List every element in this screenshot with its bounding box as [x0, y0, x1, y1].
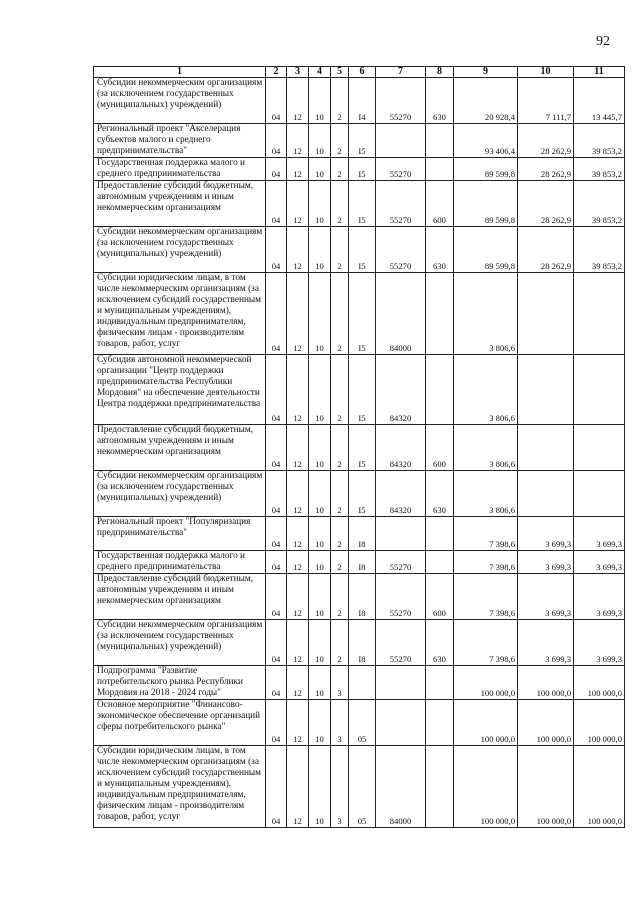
event-code: I5 [349, 158, 376, 181]
program-code: 10 [309, 355, 331, 425]
subprogram-code: 2 [331, 517, 349, 551]
event-code: I8 [349, 574, 376, 620]
amount-year-2: 100 000,0 [518, 746, 574, 828]
expense-type-code [426, 355, 454, 425]
subprogram-code: 2 [331, 574, 349, 620]
amount-year-1: 100 000,0 [454, 746, 518, 828]
event-code: I4 [349, 78, 376, 124]
subsection-code: 12 [287, 425, 309, 471]
row-name: Предоставление субсидий бюджетным, автономным учреждениям и иным некоммерческим организациям [94, 181, 266, 227]
event-code: I5 [349, 355, 376, 425]
section-code: 04 [266, 471, 287, 517]
amount-year-3: 39 853,2 [574, 124, 625, 158]
program-code: 10 [309, 158, 331, 181]
table-row [94, 273, 625, 355]
row-name: Региональный проект "Популяризация предпринимательства" [94, 517, 266, 551]
event-code: I5 [349, 425, 376, 471]
table-row [94, 620, 625, 666]
direction-code: 55270 [376, 158, 426, 181]
subprogram-code: 3 [331, 746, 349, 828]
amount-year-3: 100 000,0 [574, 666, 625, 700]
row-name: Государственная поддержка малого и среднего предпринимательства [94, 551, 266, 574]
section-code: 04 [266, 181, 287, 227]
section-code: 04 [266, 273, 287, 355]
program-code: 10 [309, 517, 331, 551]
amount-year-1: 20 928,4 [454, 78, 518, 124]
event-code: 05 [349, 746, 376, 828]
section-code: 04 [266, 551, 287, 574]
budget-table [93, 66, 625, 828]
amount-year-2: 3 699,3 [518, 517, 574, 551]
amount-year-1: 100 000,0 [454, 700, 518, 746]
expense-type-code: 600 [426, 181, 454, 227]
subsection-code: 12 [287, 620, 309, 666]
subprogram-code: 3 [331, 700, 349, 746]
subsection-code: 12 [287, 227, 309, 273]
subprogram-code: 2 [331, 620, 349, 666]
header-cell: 9 [454, 67, 518, 78]
header-cell: 10 [518, 67, 574, 78]
direction-code: 84000 [376, 746, 426, 828]
amount-year-3: 3 699,3 [574, 574, 625, 620]
amount-year-3: 39 853,2 [574, 158, 625, 181]
direction-code: 84320 [376, 471, 426, 517]
event-code: I8 [349, 620, 376, 666]
table-row [94, 355, 625, 425]
amount-year-1: 3 806,6 [454, 355, 518, 425]
expense-type-code [426, 666, 454, 700]
program-code: 10 [309, 574, 331, 620]
amount-year-1: 89 599,8 [454, 227, 518, 273]
row-name: Государственная поддержка малого и среднего предпринимательства [94, 158, 266, 181]
direction-code: 55270 [376, 574, 426, 620]
amount-year-2: 3 699,3 [518, 620, 574, 666]
amount-year-1: 100 000,0 [454, 666, 518, 700]
section-code: 04 [266, 355, 287, 425]
subsection-code: 12 [287, 273, 309, 355]
header-cell: 2 [266, 67, 287, 78]
subsection-code: 12 [287, 574, 309, 620]
section-code: 04 [266, 574, 287, 620]
event-code: I5 [349, 273, 376, 355]
table-row [94, 124, 625, 158]
amount-year-3: 100 000,0 [574, 700, 625, 746]
direction-code: 55270 [376, 181, 426, 227]
amount-year-3 [574, 355, 625, 425]
subprogram-code: 2 [331, 551, 349, 574]
table-row [94, 181, 625, 227]
header-cell: 8 [426, 67, 454, 78]
subsection-code: 12 [287, 517, 309, 551]
amount-year-3 [574, 471, 625, 517]
program-code: 10 [309, 227, 331, 273]
program-code: 10 [309, 78, 331, 124]
amount-year-2: 7 111,7 [518, 78, 574, 124]
expense-type-code [426, 124, 454, 158]
amount-year-1: 3 806,6 [454, 425, 518, 471]
expense-type-code [426, 700, 454, 746]
table-row [94, 666, 625, 700]
subsection-code: 12 [287, 355, 309, 425]
program-code: 10 [309, 273, 331, 355]
event-code: I5 [349, 471, 376, 517]
page-number: 92 [596, 34, 610, 49]
expense-type-code: 600 [426, 574, 454, 620]
event-code: I5 [349, 181, 376, 227]
event-code: I5 [349, 227, 376, 273]
header-cell: 1 [94, 67, 266, 78]
header-row [94, 67, 625, 78]
expense-type-code: 630 [426, 471, 454, 517]
row-name: Субсидии некоммерческим организациям (за исключением государственных (муниципальных) учреждений) [94, 471, 266, 517]
program-code: 10 [309, 471, 331, 517]
amount-year-1: 7 398,6 [454, 517, 518, 551]
amount-year-2: 100 000,0 [518, 666, 574, 700]
table-row [94, 78, 625, 124]
expense-type-code [426, 517, 454, 551]
table-row [94, 158, 625, 181]
row-name: Субсидии некоммерческим организациям (за исключением государственных (муниципальных) учреждений) [94, 227, 266, 273]
expense-type-code [426, 158, 454, 181]
subsection-code: 12 [287, 158, 309, 181]
program-code: 10 [309, 700, 331, 746]
amount-year-2: 28 262,9 [518, 158, 574, 181]
amount-year-2: 28 262,9 [518, 227, 574, 273]
header-cell: 4 [309, 67, 331, 78]
event-code: I5 [349, 124, 376, 158]
expense-type-code: 600 [426, 425, 454, 471]
subprogram-code: 2 [331, 425, 349, 471]
subsection-code: 12 [287, 551, 309, 574]
row-name: Предоставление субсидий бюджетным, автономным учреждениям и иным некоммерческим организациям [94, 574, 266, 620]
row-name: Основное мероприятие "Финансово-экономическое обеспечение организаций сферы потребительского рынка" [94, 700, 266, 746]
row-name: Субсидии некоммерческим организациям (за исключением государственных (муниципальных) учреждений) [94, 620, 266, 666]
expense-type-code [426, 551, 454, 574]
program-code: 10 [309, 620, 331, 666]
amount-year-2 [518, 355, 574, 425]
section-code: 04 [266, 746, 287, 828]
row-name: Предоставление субсидий бюджетным, автономным учреждениям и иным некоммерческим организациям [94, 425, 266, 471]
program-code: 10 [309, 551, 331, 574]
program-code: 10 [309, 181, 331, 227]
subprogram-code: 2 [331, 158, 349, 181]
section-code: 04 [266, 124, 287, 158]
table-row [94, 574, 625, 620]
amount-year-2 [518, 273, 574, 355]
table-row [94, 425, 625, 471]
event-code: 05 [349, 700, 376, 746]
subsection-code: 12 [287, 471, 309, 517]
amount-year-2: 100 000,0 [518, 700, 574, 746]
section-code: 04 [266, 425, 287, 471]
expense-type-code: 630 [426, 227, 454, 273]
row-name: Субсидии юридическим лицам, в том числе некоммерческим организациям (за исключением субсидий государственным и муниципальным учреждениям), индивидуальным предпринимателям, физическим лицам - производителям товаров, работ, услуг [94, 273, 266, 355]
amount-year-3: 3 699,3 [574, 517, 625, 551]
amount-year-3 [574, 425, 625, 471]
subprogram-code: 2 [331, 181, 349, 227]
direction-code: 84320 [376, 425, 426, 471]
table-row [94, 551, 625, 574]
row-name: Субсидии некоммерческим организациям (за исключением государственных (муниципальных) учреждений) [94, 78, 266, 124]
header-cell: 5 [331, 67, 349, 78]
header-cell: 6 [349, 67, 376, 78]
amount-year-3: 13 445,7 [574, 78, 625, 124]
subprogram-code: 2 [331, 355, 349, 425]
direction-code [376, 666, 426, 700]
program-code: 10 [309, 666, 331, 700]
subprogram-code: 2 [331, 273, 349, 355]
amount-year-2: 3 699,3 [518, 574, 574, 620]
direction-code: 84000 [376, 273, 426, 355]
section-code: 04 [266, 517, 287, 551]
event-code [349, 666, 376, 700]
program-code: 10 [309, 746, 331, 828]
section-code: 04 [266, 620, 287, 666]
header-cell: 11 [574, 67, 625, 78]
direction-code: 55270 [376, 78, 426, 124]
amount-year-1: 89 599,8 [454, 158, 518, 181]
subsection-code: 12 [287, 666, 309, 700]
expense-type-code: 630 [426, 620, 454, 666]
row-name: Подпрограмма "Развитие потребительского рынка Республики Мордовия на 2018 - 2024 годы" [94, 666, 266, 700]
amount-year-3: 3 699,3 [574, 620, 625, 666]
direction-code: 55270 [376, 227, 426, 273]
subsection-code: 12 [287, 746, 309, 828]
header-cell: 3 [287, 67, 309, 78]
expense-type-code: 630 [426, 78, 454, 124]
subsection-code: 12 [287, 181, 309, 227]
amount-year-3 [574, 273, 625, 355]
row-name: Субсидия автономной некоммерческой организации "Центр поддержки предпринимательства Республики Мордовия" на обеспечение деятельности Центра поддержки предпринимательства [94, 355, 266, 425]
row-name: Субсидии юридическим лицам, в том числе некоммерческим организациям (за исключением субсидий государственным и муниципальным учреждениям), индивидуальным предпринимателям, физическим лицам - производителям товаров, работ, услуг [94, 746, 266, 828]
row-name: Региональный проект "Акселерация субъектов малого и среднего предпринимательства" [94, 124, 266, 158]
amount-year-2: 28 262,9 [518, 124, 574, 158]
amount-year-1: 3 806,6 [454, 471, 518, 517]
amount-year-1: 89 599,8 [454, 181, 518, 227]
amount-year-2: 3 699,3 [518, 551, 574, 574]
table-row [94, 517, 625, 551]
amount-year-2 [518, 471, 574, 517]
section-code: 04 [266, 700, 287, 746]
expense-type-code [426, 273, 454, 355]
table-row [94, 700, 625, 746]
amount-year-3: 39 853,2 [574, 181, 625, 227]
amount-year-3: 39 853,2 [574, 227, 625, 273]
expense-type-code [426, 746, 454, 828]
subprogram-code: 2 [331, 78, 349, 124]
direction-code: 55270 [376, 620, 426, 666]
amount-year-1: 93 406,4 [454, 124, 518, 158]
amount-year-1: 7 398,6 [454, 574, 518, 620]
section-code: 04 [266, 78, 287, 124]
subsection-code: 12 [287, 78, 309, 124]
table-row [94, 746, 625, 828]
subsection-code: 12 [287, 124, 309, 158]
section-code: 04 [266, 227, 287, 273]
amount-year-2 [518, 425, 574, 471]
subprogram-code: 2 [331, 124, 349, 158]
subprogram-code: 3 [331, 666, 349, 700]
program-code: 10 [309, 124, 331, 158]
event-code: I8 [349, 551, 376, 574]
direction-code: 84320 [376, 355, 426, 425]
header-cell: 7 [376, 67, 426, 78]
direction-code [376, 517, 426, 551]
amount-year-1: 7 398,6 [454, 551, 518, 574]
amount-year-1: 3 806,6 [454, 273, 518, 355]
subprogram-code: 2 [331, 471, 349, 517]
subprogram-code: 2 [331, 227, 349, 273]
direction-code [376, 700, 426, 746]
subsection-code: 12 [287, 700, 309, 746]
amount-year-3: 100 000,0 [574, 746, 625, 828]
section-code: 04 [266, 158, 287, 181]
amount-year-2: 28 262,9 [518, 181, 574, 227]
table-row [94, 227, 625, 273]
amount-year-1: 7 398,6 [454, 620, 518, 666]
event-code: I8 [349, 517, 376, 551]
direction-code [376, 124, 426, 158]
table-row [94, 471, 625, 517]
program-code: 10 [309, 425, 331, 471]
section-code: 04 [266, 666, 287, 700]
direction-code: 55270 [376, 551, 426, 574]
amount-year-3: 3 699,3 [574, 551, 625, 574]
